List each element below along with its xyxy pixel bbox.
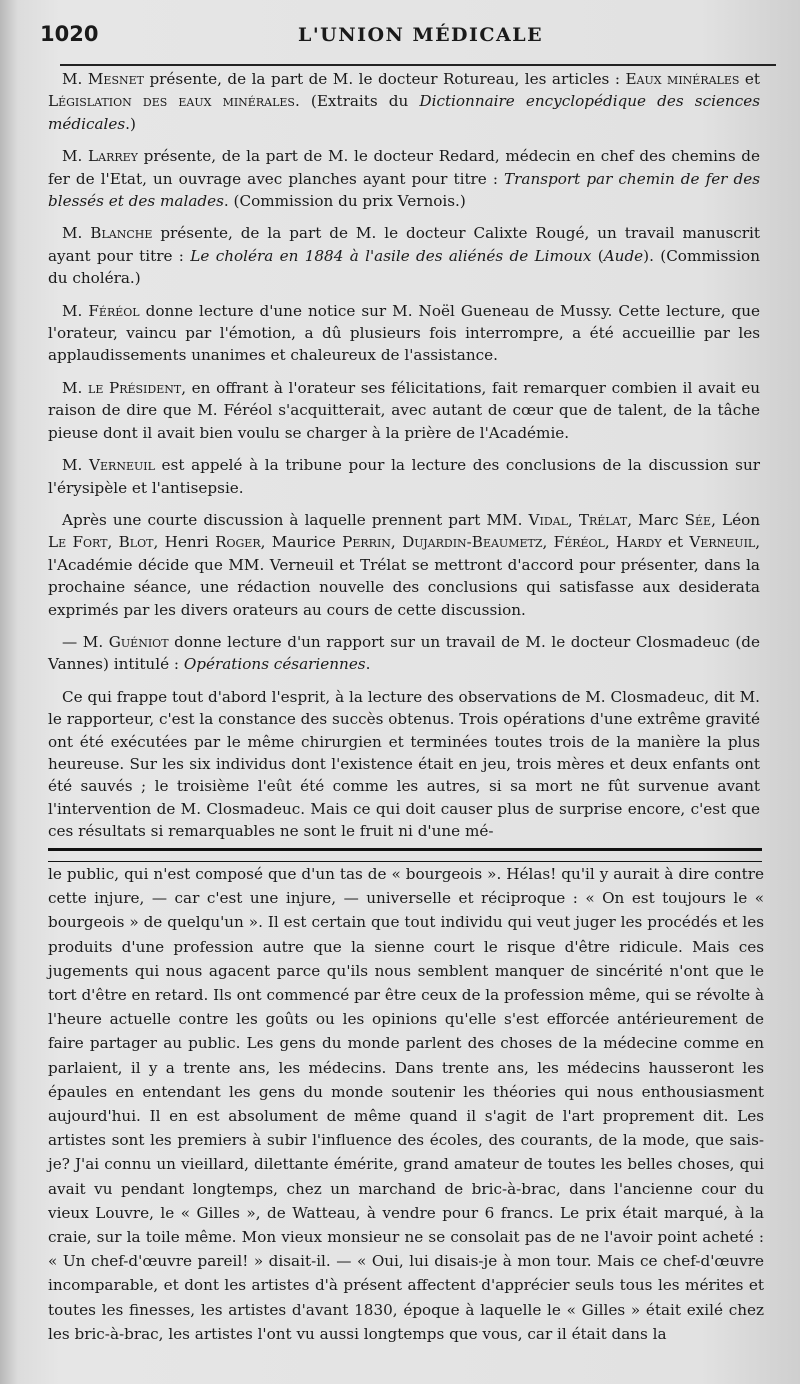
article-title: Législation des eaux minérales [48, 92, 295, 111]
paragraph-discussion [48, 509, 760, 621]
work-title: Opérations césariennes [183, 655, 366, 674]
participant-name: Le Fort [48, 533, 108, 552]
paragraph-text: et [739, 70, 760, 88]
paragraph-blanche [48, 222, 760, 289]
speaker-name: M. Larrey [62, 147, 138, 166]
participant-name: Verneuil [689, 533, 756, 552]
separator-text: , [604, 533, 617, 552]
article-title: Eaux minérales [625, 70, 740, 88]
speaker-name: M. Féréol [62, 301, 140, 320]
participant-name: Trélat [578, 510, 628, 529]
speaker-name: M. le Président [62, 378, 182, 397]
separator-text: , Henri [153, 533, 216, 552]
participant-name: Roger [215, 533, 261, 552]
paragraph-text: Après une courte discussion à laquelle prennent part MM. [62, 510, 529, 529]
paragraph-text: présente, de la part de M. le docteur Redard, médecin en chef des chemins de fer de l'Etat, un ouvrage avec planches ayant pour titre : [48, 147, 761, 188]
paragraph-text: . (Commission du prix Vernois.) [223, 192, 466, 211]
paragraph-gueniot [48, 631, 760, 676]
paragraph-text: . (Extraits du [294, 92, 420, 111]
feuilleton-column [48, 862, 764, 1346]
separator-text: , [107, 533, 119, 552]
paragraph-text: présente, de la part de M. le docteur Calixte Rougé, un travail manuscrit ayant pour titre : [48, 224, 760, 265]
participant-name: Féréol [553, 533, 605, 552]
participant-name: Dujardin-Beaumetz [402, 533, 543, 552]
paragraph-text: , l'Académie décide que MM. Verneuil et Trélat se mettront d'accord pour présenter, dans la prochaine séance, une rédaction nouvelle des conclusions qui satisfasse aux desiderata exprimés par les divers orateurs au cours de cette discussion. [48, 533, 761, 619]
work-title: Transport par chemin de fer des blessés et des malades [48, 169, 760, 211]
paragraph-text: . [365, 655, 371, 674]
paragraph-larrey [48, 145, 760, 212]
paragraph-text: .) [125, 114, 136, 133]
paragraph-text: donne lecture d'un rapport sur un travail de M. le docteur Closmadeuc (de Vannes) intitulé : [48, 632, 761, 674]
participant-name: Vidal [528, 510, 568, 529]
paragraph-text: présente, de la part de M. le docteur Rotureau, les articles : [143, 70, 626, 88]
running-header [40, 22, 770, 62]
paragraph-report [48, 686, 760, 843]
participant-name: Hardy [616, 533, 662, 552]
separator-text: et [661, 533, 690, 552]
work-title: Le choléra en 1884 à l'asile des aliénés de Limoux [190, 246, 592, 265]
place-name: Aude [603, 246, 644, 265]
paragraph-fereol [48, 300, 760, 367]
separator-text: , [390, 533, 403, 552]
speaker-name: M. Mesnet [62, 70, 144, 88]
header-rule [60, 64, 776, 66]
separator-text: , [567, 510, 579, 529]
separator-text: , [542, 533, 554, 552]
paragraph-mesnet [48, 68, 760, 135]
feuilleton-separator [48, 848, 762, 862]
paragraph-verneuil [48, 454, 760, 499]
paragraph-text: donne lecture d'une notice sur M. Noël Gueneau de Mussy. Cette lecture, que l'orateur, vaincu par l'émotion, a dû plusieurs fois interrompre, a été accueillie par les applaudissements unanimes et chaleureux de l'assistance. [48, 301, 760, 365]
separator-text: , Marc [627, 510, 685, 529]
paragraph-text: Ce qui frappe tout d'abord l'esprit, à la lecture des observations de M. Closmadeuc, dit M. le rapporteur, c'est la constance des succès obtenus. Trois opérations d'une extrême gravité ont été exécutées par le même chirurgien et terminées toutes trois de la manière la plus heureuse. Sur les six individus dont l'existence était en jeu, trois mères et deux enfants ont été sauvés ; le troisième l'eût été comme les autres, si sa mort ne fût survenue avant l'intervention de M. Closmadeuc. Mais ce qui doit causer plus de surprise encore, c'est que ces résultats si remarquables ne sont le fruit ni d'une mé- [48, 687, 760, 841]
participant-name: Blot [118, 533, 154, 552]
feuilleton-paragraph: le public, qui n'est composé que d'un tas de « bourgeois ». Hélas! qu'il y aurait à dire contre cette injure, — car c'est une injure, — universelle et réciproque : « On est toujours le « bourgeois » de quelqu'un ». Il est certain que tout individu qui veut juger les procédés et les produits d'une profession autre que la sienne court le risque d'être ridicule. Mais ces jugements qui nous agacent parce qu'ils nous semblent manquer de sincérité n'ont que le tort d'être en retard. Ils ont commencé par être ceux de la profession même, qui se révolte à l'heure actuelle contre les goûts ou les opinions qu'elle s'est efforcée antérieurement de faire partager au public. Les gens du monde parlent des choses de la médecine comme en parlaient, il y a trente ans, les médecins. Dans trente ans, les médecins hausseront les épaules en entendant les gens du monde soutenir les théories qui nous enthousiasment aujourd'hui. Il en est absolument de même quand il s'agit de l'art proprement dit. Les artistes sont les premiers à subir l'influence des écoles, des courants, de la mode, que sais-je? J'ai connu un vieillard, dilettante émérite, grand amateur de toutes les belles choses, qui avait vu pendant longtemps, chez un marchand de bric-à-brac, dans l'ancienne cour du vieux Louvre, le « Gilles », de Watteau, à vendre pour 6 francs. Le prix était marqué, à la craie, sur la toile même. Mon vieux monsieur ne se consolait pas de ne l'avoir point acheté : « Un chef-d'œuvre pareil! » disait-il. — « Oui, lui disais-je à mon tour. Mais ce chef-d'œuvre incomparable, et dont les artistes d'à présent affectent d'apprécier seuls tous les mérites et toutes les finesses, les artistes d'avant 1830, époque à laquelle le « Gilles » était exilé chez les bric-à-brac, les artistes l'ont vu aussi longtemps que vous, car il était dans la [48, 865, 764, 1343]
paragraph-text: ). (Commission du choléra.) [48, 246, 760, 288]
paragraph-president [48, 377, 760, 444]
speaker-name: M. Verneuil [62, 456, 155, 475]
page-number: 1020 [40, 22, 99, 46]
participant-name: Perrin [342, 533, 391, 552]
separator-text: , Maurice [260, 533, 343, 552]
paragraph-text: est appelé à la tribune pour la lecture des conclusions de la discussion sur l'érysipèle et l'antisepsie. [48, 456, 760, 497]
paragraph-text: ( [591, 246, 604, 265]
academy-proceedings [48, 68, 760, 853]
speaker-name: M. Blanche [62, 224, 153, 243]
work-title: Dictionnaire encyclopédique des sciences médicales [48, 92, 760, 133]
paragraph-text: , en offrant à l'orateur ses félicitations, fait remarquer combien il avait eu raison de dire que M. Féréol s'acquitterait, avec autant de cœur que de talent, de la tâche pieuse dont il avait bien voulu se charger à la prière de l'Académie. [48, 378, 760, 442]
dash-text: — [62, 632, 83, 651]
participant-name: Sée [684, 510, 712, 529]
speaker-name: M. Guéniot [82, 632, 169, 651]
separator-text: , Léon [711, 510, 761, 529]
journal-title: L'UNION MÉDICALE [298, 24, 544, 46]
